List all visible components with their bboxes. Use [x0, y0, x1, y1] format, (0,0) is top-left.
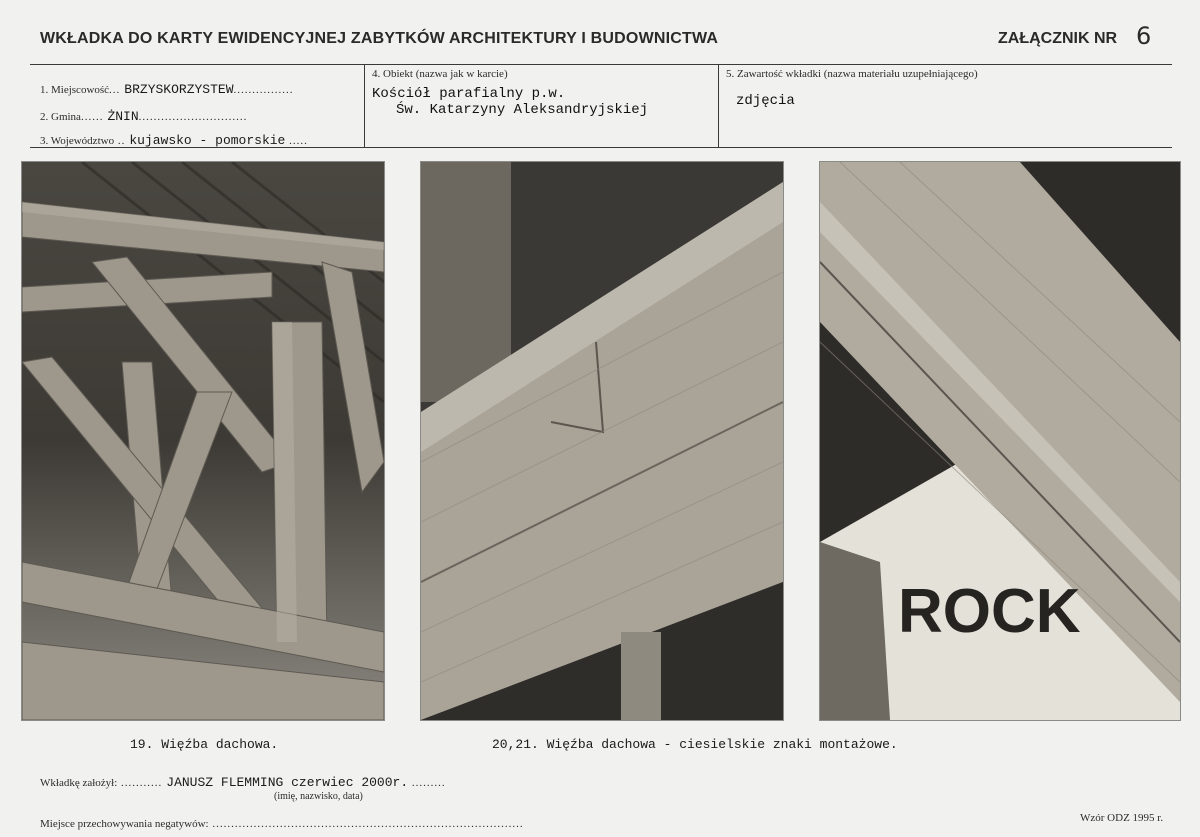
- locality-value: BRZYSKORZYSTEW: [124, 82, 234, 97]
- object-line-2: Św. Katarzyny Aleksandryjskiej: [396, 102, 649, 118]
- founder-label: Wkładkę założył:: [40, 777, 118, 789]
- caption-left: 19. Więźba dachowa.: [130, 737, 279, 752]
- locality-label: 1. Miejscowość: [40, 84, 110, 96]
- content-value: zdjęcia: [736, 93, 795, 109]
- annex-label: ZAŁĄCZNIK NR: [998, 30, 1118, 47]
- field-negatives: Miejsce przechowywania negatywów: ...................................................................................: [40, 818, 524, 830]
- photo-beam-joint: [820, 162, 1180, 720]
- object-label: 4. Obiekt (nazwa jak w karcie): [372, 68, 508, 80]
- caption-right: 20,21. Więźba dachowa - ciesielskie znaki montażowe.: [492, 737, 898, 752]
- content-label: 5. Zawartość wkładki (nazwa materiału uzupełniającego): [726, 68, 978, 80]
- voivodeship-label: 3. Województwo: [40, 135, 115, 147]
- commune-value: ŻNIN: [107, 109, 139, 124]
- field-voivodeship: 3. Województwo .. kujawsko - pomorskie .....: [40, 133, 308, 148]
- voivodeship-value: kujawsko - pomorskie: [129, 133, 286, 148]
- negatives-label: Miejsce przechowywania negatywów:: [40, 818, 209, 830]
- photo-roof-truss: [22, 162, 384, 720]
- founder-hint: (imię, nazwisko, data): [274, 791, 363, 802]
- field-commune: 2. Gmina...... ŻNIN.............................: [40, 109, 248, 124]
- object-line-1: Kościół parafialny p.w.: [372, 86, 566, 102]
- field-founder: Wkładkę założył: ........... JANUSZ FLEMMING czerwiec 2000r. .........: [40, 775, 446, 790]
- column-divider-2: [718, 64, 719, 148]
- column-divider-1: [364, 64, 365, 148]
- field-locality: 1. Miejscowość... BRZYSKORZYSTEW................: [40, 82, 294, 97]
- annex-number: 6: [1136, 22, 1152, 50]
- commune-label: 2. Gmina: [40, 111, 81, 123]
- top-rule: [30, 64, 1172, 65]
- photo-stamp-letters: ROCK: [898, 577, 1081, 646]
- founder-value: JANUSZ FLEMMING czerwiec 2000r.: [166, 775, 409, 790]
- form-version: Wzór ODZ 1995 r.: [1080, 812, 1164, 824]
- form-title: WKŁADKA DO KARTY EWIDENCYJNEJ ZABYTKÓW ARCHITEKTURY I BUDOWNICTWA: [40, 30, 719, 47]
- photo-carpenter-mark: [421, 162, 783, 720]
